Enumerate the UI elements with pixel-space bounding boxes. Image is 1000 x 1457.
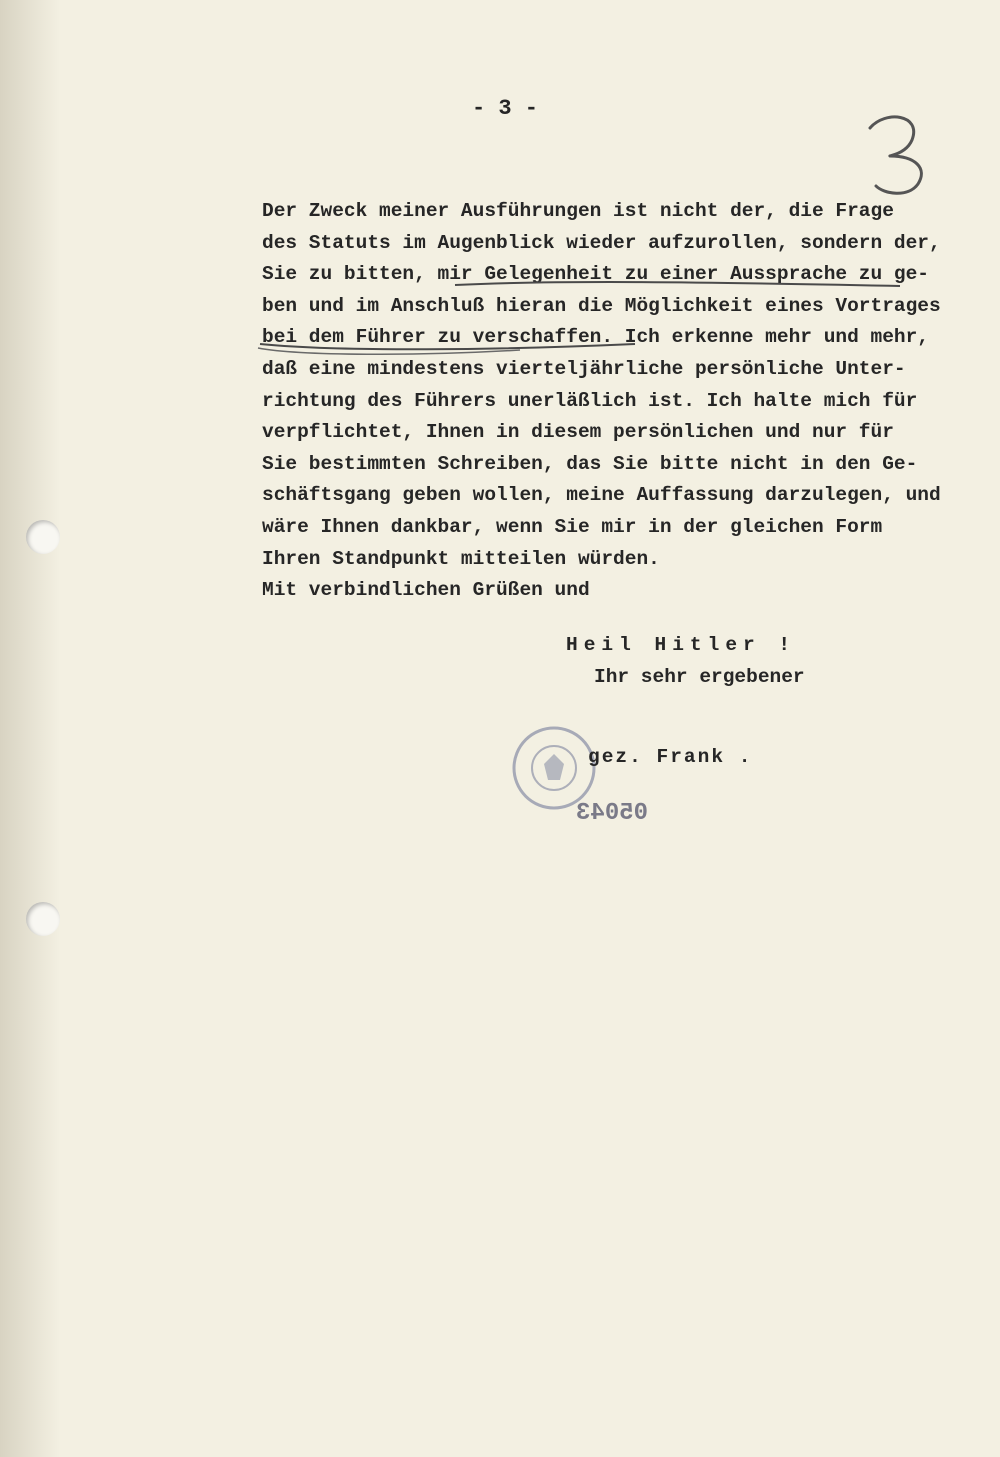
signature: gez. Frank . [588, 746, 753, 768]
body-line: Sie bestimmten Schreiben, das Sie bitte nicht in den Ge- [262, 452, 918, 475]
body-line: schäftsgang geben wollen, meine Auffassung darzulegen, und [262, 484, 941, 507]
body-line: ben und im Anschluß hieran die Möglichkeit eines Vortrages [262, 294, 941, 317]
closing-salutation: Heil Hitler ! [566, 634, 797, 656]
body-line: Der Zweck meiner Ausführungen ist nicht der, die Frage [262, 200, 894, 222]
page-edge-shadow [0, 0, 60, 1457]
letter-body [262, 196, 992, 607]
body-line: daß eine mindestens vierteljährliche persönliche Unter- [262, 357, 906, 380]
archive-stamp-number: 05043 [576, 800, 649, 827]
body-line: Ihren Standpunkt mitteilen würden. [262, 547, 660, 570]
body-line: wäre Ihnen dankbar, wenn Sie mir in der gleichen Form [262, 515, 883, 538]
page-number: - 3 - [471, 96, 538, 121]
body-line: verpflichtet, Ihnen in diesem persönlichen und nur für [262, 421, 894, 444]
archive-stamp [510, 724, 598, 812]
punch-hole [26, 902, 60, 936]
punch-hole [26, 520, 60, 554]
body-line: bei dem Führer zu verschaffen. Ich erkenne mehr und mehr, [262, 326, 930, 349]
handwritten-page-mark [860, 108, 940, 198]
body-line: des Statuts im Augenblick wieder aufzurollen, sondern der, [262, 231, 941, 254]
body-line: Mit verbindlichen Grüßen und [262, 579, 590, 602]
closing-phrase: Ihr sehr ergebener [594, 666, 805, 688]
body-line: richtung des Führers unerläßlich ist. Ich halte mich für [262, 389, 918, 412]
body-line: Sie zu bitten, mir Gelegenheit zu einer Aussprache zu ge- [262, 263, 930, 286]
